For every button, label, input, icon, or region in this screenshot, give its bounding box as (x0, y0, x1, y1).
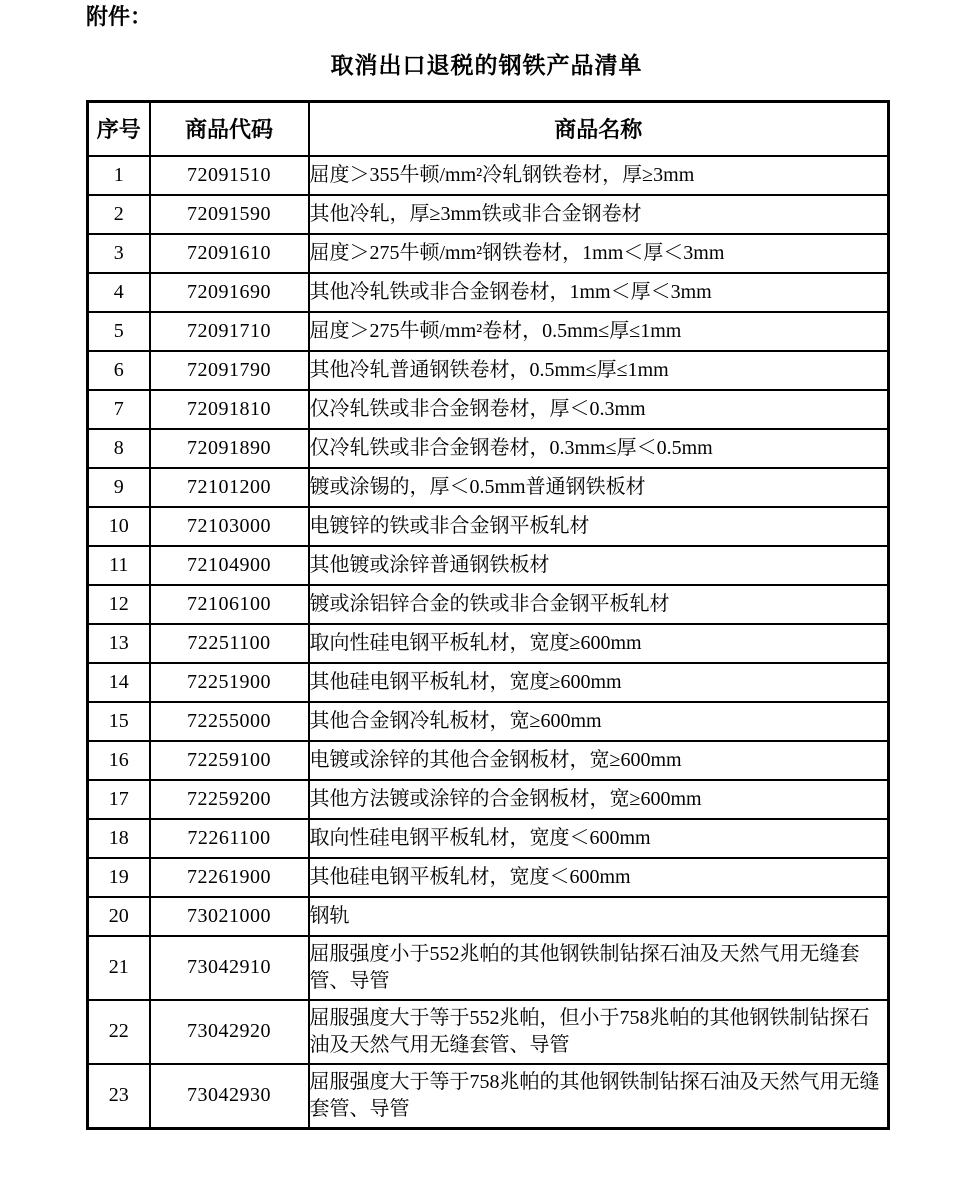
product-name-cell: 其他冷轧，厚≥3mm铁或非合金钢卷材 (309, 195, 889, 234)
product-name-cell: 屈度＞275牛顿/mm²钢铁卷材，1mm＜厚＜3mm (309, 234, 889, 273)
product-code-cell: 72091710 (150, 312, 309, 351)
row-number-cell: 5 (88, 312, 150, 351)
product-name-cell: 屈度＞355牛顿/mm²冷轧钢铁卷材，厚≥3mm (309, 156, 889, 195)
row-number-cell: 7 (88, 390, 150, 429)
row-number-cell: 3 (88, 234, 150, 273)
product-name-cell: 仅冷轧铁或非合金钢卷材，0.3mm≤厚＜0.5mm (309, 429, 889, 468)
table-row (88, 663, 889, 702)
page-title: 取消出口退税的钢铁产品清单 (330, 52, 643, 78)
product-name-cell: 钢轨 (309, 897, 889, 936)
product-name-cell: 其他方法镀或涂锌的合金钢板材，宽≥600mm (309, 780, 889, 819)
product-name-cell: 镀或涂锡的，厚＜0.5mm普通钢铁板材 (309, 468, 889, 507)
table-row (88, 624, 889, 663)
table-row (88, 702, 889, 741)
product-code-cell: 72091510 (150, 156, 309, 195)
table-row (88, 468, 889, 507)
row-number-cell: 11 (88, 546, 150, 585)
attachment-label: 附件： (86, 4, 153, 29)
product-code-cell: 72103000 (150, 507, 309, 546)
table-row (88, 234, 889, 273)
table-row (88, 897, 889, 936)
product-name-cell: 屈度＞275牛顿/mm²卷材，0.5mm≤厚≤1mm (309, 312, 889, 351)
product-code-cell: 72106100 (150, 585, 309, 624)
table-row (88, 195, 889, 234)
table-row (88, 780, 889, 819)
table-row (88, 546, 889, 585)
column-header-no: 序号 (88, 102, 150, 156)
product-name-cell: 屈服强度大于等于758兆帕的其他钢铁制钻探石油及天然气用无缝套管、导管 (309, 1064, 889, 1129)
row-number-cell: 6 (88, 351, 150, 390)
row-number-cell: 9 (88, 468, 150, 507)
product-code-cell: 72251100 (150, 624, 309, 663)
row-number-cell: 19 (88, 858, 150, 897)
product-name-cell: 其他硅电钢平板轧材，宽度＜600mm (309, 858, 889, 897)
product-code-cell: 73042930 (150, 1064, 309, 1129)
row-number-cell: 12 (88, 585, 150, 624)
product-name-cell: 其他冷轧铁或非合金钢卷材，1mm＜厚＜3mm (309, 273, 889, 312)
row-number-cell: 1 (88, 156, 150, 195)
table-row (88, 858, 889, 897)
product-name-cell: 屈服强度大于等于552兆帕，但小于758兆帕的其他钢铁制钻探石油及天然气用无缝套管、导管 (309, 1000, 889, 1064)
product-code-cell: 73042920 (150, 1000, 309, 1064)
row-number-cell: 20 (88, 897, 150, 936)
product-table-body (88, 156, 889, 1129)
product-name-cell: 取向性硅电钢平板轧材，宽度≥600mm (309, 624, 889, 663)
table-row (88, 741, 889, 780)
row-number-cell: 21 (88, 936, 150, 1000)
table-row (88, 156, 889, 195)
product-code-cell: 72091610 (150, 234, 309, 273)
product-code-cell: 72101200 (150, 468, 309, 507)
product-name-cell: 其他合金钢冷轧板材，宽≥600mm (309, 702, 889, 741)
table-row (88, 312, 889, 351)
product-code-cell: 72091590 (150, 195, 309, 234)
product-code-cell: 72255000 (150, 702, 309, 741)
row-number-cell: 22 (88, 1000, 150, 1064)
product-code-cell: 72261100 (150, 819, 309, 858)
product-name-cell: 屈服强度小于552兆帕的其他钢铁制钻探石油及天然气用无缝套管、导管 (309, 936, 889, 1000)
row-number-cell: 4 (88, 273, 150, 312)
table-row (88, 429, 889, 468)
product-name-cell: 电镀或涂锌的其他合金钢板材，宽≥600mm (309, 741, 889, 780)
product-code-cell: 72259200 (150, 780, 309, 819)
product-name-cell: 仅冷轧铁或非合金钢卷材，厚＜0.3mm (309, 390, 889, 429)
table-row (88, 507, 889, 546)
product-code-cell: 72259100 (150, 741, 309, 780)
table-row (88, 1064, 889, 1129)
product-name-cell: 取向性硅电钢平板轧材，宽度＜600mm (309, 819, 889, 858)
product-table (86, 100, 890, 1130)
product-code-cell: 72091810 (150, 390, 309, 429)
product-code-cell: 72261900 (150, 858, 309, 897)
product-code-cell: 73021000 (150, 897, 309, 936)
row-number-cell: 17 (88, 780, 150, 819)
row-number-cell: 15 (88, 702, 150, 741)
product-code-cell: 72091790 (150, 351, 309, 390)
row-number-cell: 8 (88, 429, 150, 468)
table-row (88, 936, 889, 1000)
row-number-cell: 2 (88, 195, 150, 234)
column-header-name: 商品名称 (309, 102, 889, 156)
product-code-cell: 73042910 (150, 936, 309, 1000)
row-number-cell: 16 (88, 741, 150, 780)
table-row (88, 585, 889, 624)
column-header-code: 商品代码 (150, 102, 309, 156)
row-number-cell: 14 (88, 663, 150, 702)
product-code-cell: 72091690 (150, 273, 309, 312)
row-number-cell: 18 (88, 819, 150, 858)
product-name-cell: 其他冷轧普通钢铁卷材，0.5mm≤厚≤1mm (309, 351, 889, 390)
table-row (88, 351, 889, 390)
product-code-cell: 72091890 (150, 429, 309, 468)
product-code-cell: 72251900 (150, 663, 309, 702)
table-row (88, 819, 889, 858)
row-number-cell: 10 (88, 507, 150, 546)
table-row (88, 1000, 889, 1064)
row-number-cell: 23 (88, 1064, 150, 1129)
product-table-header (88, 102, 889, 156)
document-content (86, 0, 887, 1130)
table-row (88, 273, 889, 312)
table-row (88, 390, 889, 429)
header-row (88, 102, 889, 156)
product-name-cell: 电镀锌的铁或非合金钢平板轧材 (309, 507, 889, 546)
row-number-cell: 13 (88, 624, 150, 663)
product-name-cell: 镀或涂铝锌合金的铁或非合金钢平板轧材 (309, 585, 889, 624)
product-name-cell: 其他硅电钢平板轧材，宽度≥600mm (309, 663, 889, 702)
product-name-cell: 其他镀或涂锌普通钢铁板材 (309, 546, 889, 585)
product-code-cell: 72104900 (150, 546, 309, 585)
